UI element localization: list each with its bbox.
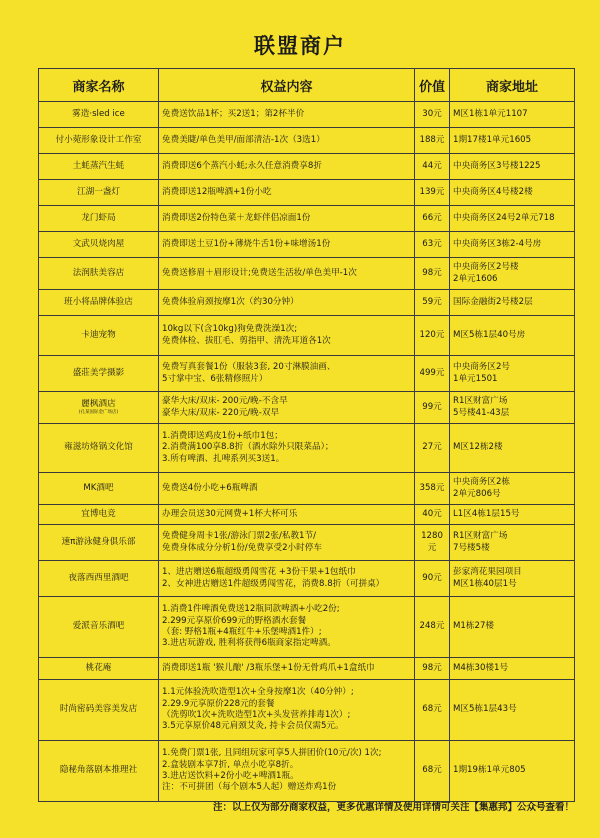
address-cell: 中央商务区2号楼 2单元1606 [450,258,575,290]
benefits-cell: 办理会员送30元网费+1杯大杯可乐 [159,505,415,525]
merchant-name: 盛莊美学摄影 [72,367,125,378]
address-cell: R1区财富广场 7号楼5楼 [450,525,575,561]
merchant-name-cell [39,316,159,356]
benefits-cell: 1.消费即送鸡皮1份+纸巾1包； 2.消费满100享8.8折（酒水除外只限菜品）； 3.所有啤酒、扎啤系列买3送1。 [159,424,415,473]
merchant-name-cell [39,424,159,473]
merchant-name-cell [39,680,159,741]
benefits-cell: 1.免费门票1张, 且同组玩家可享5人拼团价(10元/次) 1次; 2.盒装剧本享7折, 单点小吃享8折。 3.进店送饮料+2份小吃+啤酒1瓶。 注：不可拼团（每个剧本5人起）赠送炸鸡1份 [159,741,415,802]
merchant-name: 桃花庵 [85,662,112,673]
benefits-cell: 免费送修眉＋眉形设计;免费送生活妆/单色美甲-1次 [159,258,415,290]
benefits-cell: 1.1元体验洗吹造型1次+全身按摩1次（40分钟）; 2.29.9元享原价228元的套餐 （洗剪吹1次+洗吹造型1次+头发营养排毒1次）; 3.5元享原价48元肩颈艾灸, 持卡会员仅需5元。 [159,680,415,741]
benefits-cell: 免费健身周卡1张/游泳门票2张/私教1节/ 免费身体成分分析1份/免费享受2小时停车 [159,525,415,561]
value-cell: 90元 [415,561,450,597]
value-cell: 30元 [415,102,450,128]
benefits-cell: 消费即送1瓶 '猴儿酿' /3瓶乐堡+1份无骨鸡爪+1盒纸巾 [159,658,415,680]
merchant-name-cell [39,392,159,424]
merchant-rows [39,102,575,802]
value-cell: 98元 [415,658,450,680]
address-cell: 中央商务区24号2单元718 [450,206,575,232]
table-row [39,102,575,128]
table-row [39,680,575,741]
value-cell: 188元 [415,128,450,154]
benefits-cell: 免费写真套餐1份（服装3套, 20寸淋膜油画、 5寸掌中宝、6张精修照片） [159,356,415,392]
table-row [39,741,575,802]
value-cell: 499元 [415,356,450,392]
table-row [39,597,575,658]
address-cell: 1期17楼1单元1605 [450,128,575,154]
value-cell: 27元 [415,424,450,473]
merchant-name: 土蚝蒸汽生蚝 [72,160,125,171]
merchant-name: 班小将品牌体验店 [64,296,133,307]
merchant-name-cell [39,741,159,802]
table-row [39,473,575,505]
merchant-name-cell [39,525,159,561]
address-cell: 1期19栋1单元805 [450,741,575,802]
table-header-row [39,69,575,102]
value-cell: 68元 [415,741,450,802]
table-row [39,258,575,290]
merchant-name: 江湖一盏灯 [77,186,120,197]
table-row [39,290,575,316]
merchant-name: 麗枫酒店 [81,398,116,409]
value-cell: 68元 [415,680,450,741]
value-cell: 248元 [415,597,450,658]
merchant-name: 夜落西西里酒吧 [68,572,129,583]
value-cell: 120元 [415,316,450,356]
table-row [39,356,575,392]
address-cell: 中央商务区4号楼2楼 [450,180,575,206]
table-row [39,128,575,154]
footnote: 注：以上仅为部分商家权益，更多优惠详情及使用详情可关注【集惠邦】公众号查看！ [212,802,574,813]
page-title: 联盟商户 [254,34,346,58]
benefits-cell: 免费体验肩颈按摩1次（约30分钟） [159,290,415,316]
table-row [39,232,575,258]
merchant-table [38,68,575,802]
address-cell: 中央商务区2号 1单元1501 [450,356,575,392]
value-cell: 44元 [415,154,450,180]
merchant-name-sub: (孔某国际金广场店) [78,410,119,416]
header-benefits: 权益内容 [159,69,415,102]
header-address: 商家地址 [450,69,575,102]
table-row [39,525,575,561]
benefits-cell: 10kg以下(含10kg)狗免费洗澡1次; 免费体检、拔肛毛、剪指甲、清洗耳道各1次 [159,316,415,356]
merchant-name-cell [39,180,159,206]
address-cell: M区5栋1层40号房 [450,316,575,356]
value-cell: 358元 [415,473,450,505]
table-row [39,424,575,473]
address-cell: M区1栋1单元1107 [450,102,575,128]
merchant-name: 时尚密码美容美发店 [59,704,138,715]
merchant-name: 文武贝烧肉屋 [72,238,125,249]
merchant-name: 付小菀形象设计工作室 [55,134,142,145]
value-cell: 98元 [415,258,450,290]
table-row [39,180,575,206]
merchant-name: 隐秘角落剧本推理社 [59,765,138,776]
address-cell: L1区4栋1层15号 [450,505,575,525]
merchant-name: 卡迪宠物 [81,329,116,340]
merchant-name-cell [39,473,159,505]
merchant-name: 龙门虾局 [81,212,116,223]
merchant-name: 爱派音乐酒吧 [72,621,125,632]
merchant-name: 雍滋坊烙锅文化馆 [64,442,133,453]
table-row [39,206,575,232]
merchant-name-cell [39,154,159,180]
value-cell: 66元 [415,206,450,232]
benefits-cell: 豪华大床/双床- 200元/晚-不含早 豪华大床/双床- 220元/晚-双早 [159,392,415,424]
address-cell: M区12栋2楼 [450,424,575,473]
merchant-name: 速π游泳健身俱乐部 [61,536,136,547]
address-cell: 中央商务区2栋 2单元806号 [450,473,575,505]
table-row [39,316,575,356]
address-cell: 中央商务区3栋2-4号房 [450,232,575,258]
address-cell: M1栋27楼 [450,597,575,658]
value-cell: 139元 [415,180,450,206]
merchant-name: MK酒吧 [83,482,114,493]
value-cell: 63元 [415,232,450,258]
merchant-name-cell [39,232,159,258]
merchant-name-cell [39,561,159,597]
merchant-name-cell [39,597,159,658]
merchant-name-cell [39,258,159,290]
address-cell: M4栋30楼1号 [450,658,575,680]
merchant-name-cell [39,102,159,128]
merchant-name-cell [39,128,159,154]
benefits-cell: 免费美睫/单色美甲/面部清洁-1次（3选1） [159,128,415,154]
merchant-name: 宜博电竞 [81,508,116,519]
merchant-name: 雾造·sled ice [72,108,125,119]
merchant-name-cell [39,505,159,525]
value-cell: 1280元 [415,525,450,561]
merchant-name-cell [39,356,159,392]
address-cell: M区5栋1层43号 [450,680,575,741]
benefits-cell: 消费即送12瓶啤酒+1份小吃 [159,180,415,206]
table-row [39,392,575,424]
value-cell: 99元 [415,392,450,424]
table-row [39,154,575,180]
address-cell: 中央商务区3号楼1225 [450,154,575,180]
benefits-cell: 免费送饮品1杯；买2送1；第2杯半价 [159,102,415,128]
merchant-name-cell [39,658,159,680]
merchant-name-cell [39,206,159,232]
benefits-cell: 1、进店赠送6瓶超级勇闯雪花 +3份干果+1包纸巾 2、女神进店赠送1件超级勇闯雪花，消费8.8折（可拼桌） [159,561,415,597]
value-cell: 40元 [415,505,450,525]
header-value: 价值 [415,69,450,102]
header-merchant-name: 商家名称 [39,69,159,102]
merchant-name-cell [39,290,159,316]
address-cell: 彭家湾花果园项目 M区1栋40层1号 [450,561,575,597]
benefits-cell: 消费即送2份特色菜＋龙虾伴侣凉面1份 [159,206,415,232]
table-row [39,561,575,597]
address-cell: 国际金融街2号楼2层 [450,290,575,316]
address-cell: R1区财富广场 5号楼41-43层 [450,392,575,424]
benefits-cell: 消费即送6个蒸汽小蚝;永久任意消费享8折 [159,154,415,180]
merchant-name: 法润肤美容店 [72,267,125,278]
table-row [39,658,575,680]
benefits-cell: 消费即送土豆1份+薄烧牛舌1份+味增汤1份 [159,232,415,258]
benefits-cell: 1.消费1件啤酒免费送12瓶同款啤酒+小吃2份; 2.299元享原价699元的野格酒水套餐 （套: 野格1瓶+4瓶红牛+乐堡啤酒1件）; 3.进店玩游戏, 胜利将获得6瓶商家指定啤酒。 [159,597,415,658]
table-row [39,505,575,525]
value-cell: 59元 [415,290,450,316]
benefits-cell: 免费送4份小吃+6瓶啤酒 [159,473,415,505]
